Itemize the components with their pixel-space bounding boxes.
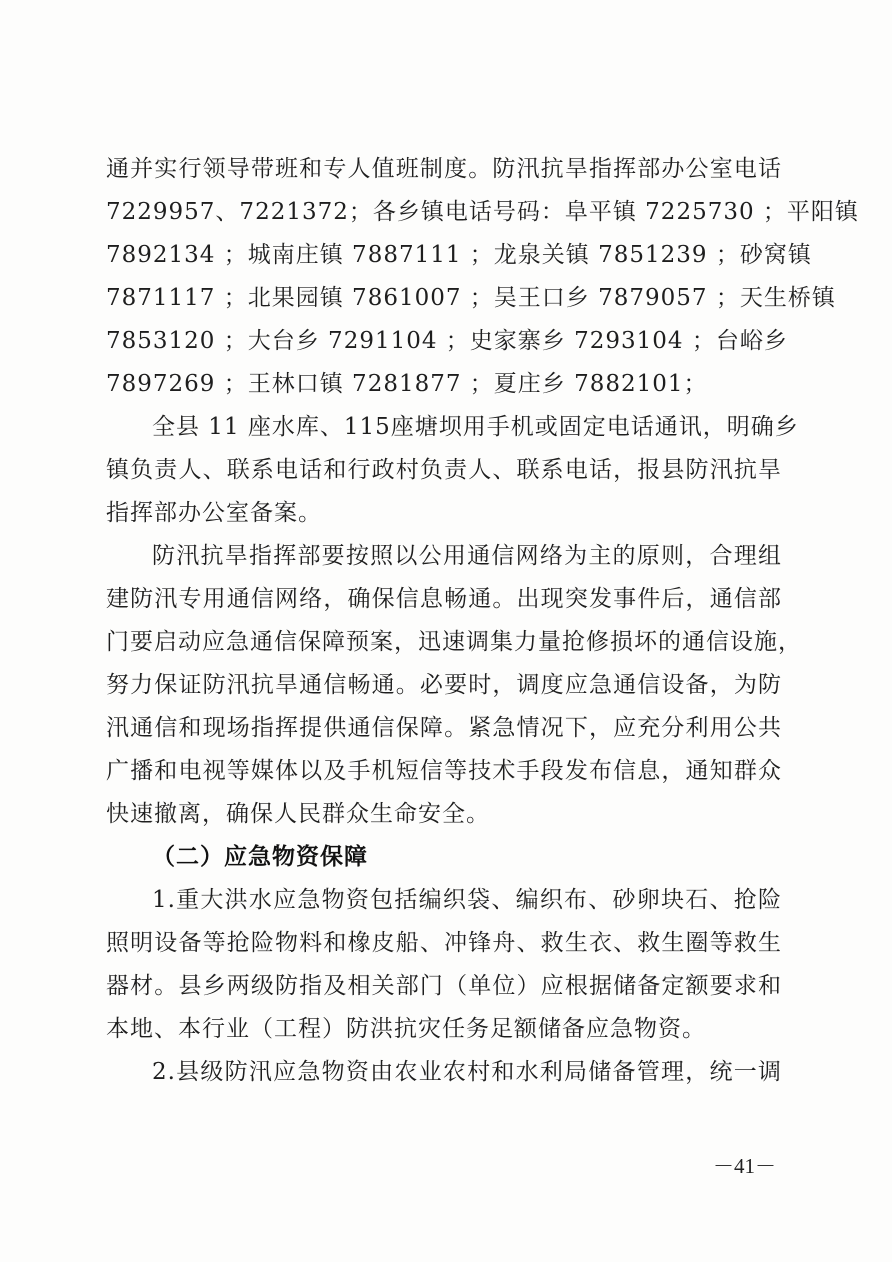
text-line: 门要启动应急通信保障预案，迅速调集力量抢修损坏的通信设施， <box>106 629 802 655</box>
text-line: 防汛抗旱指挥部要按照以公用通信网络为主的原则，合理组 <box>152 543 782 569</box>
paragraph-communication-network <box>106 535 802 836</box>
paragraph-reservoirs <box>106 406 799 535</box>
text-line: 7871117 ；北果园镇 7861007 ；吴王口乡 7879057 ；天生桥镇 <box>106 285 836 311</box>
text-line: 快速撤离，确保人民群众生命安全。 <box>106 801 490 827</box>
text-line: 照明设备等抢险物料和橡皮船、冲锋舟、救生衣、救生圈等救生 <box>106 930 782 956</box>
text-line: 本地、本行业（工程）防洪抗灾任务足额储备应急物资。 <box>106 1016 706 1042</box>
paragraph-emergency-supplies <box>106 879 782 1051</box>
text-line: 1.重大洪水应急物资包括编织袋、编织布、砂卵块石、抢险 <box>152 887 782 913</box>
text-line: 7892134 ；城南庄镇 7887111 ；龙泉关镇 7851239 ；砂窝镇 <box>106 242 812 268</box>
text-line: 2.县级防汛应急物资由农业农村和水利局储备管理，统一调 <box>152 1059 782 1085</box>
text-line: 7853120 ；大台乡 7291104 ；史家寨乡 7293104 ；台峪乡 <box>106 328 788 354</box>
paragraph-duty-phones <box>106 148 859 406</box>
text-line: 汛通信和现场指挥提供通信保障。紧急情况下，应充分利用公共 <box>106 715 782 741</box>
paragraph-county-supplies <box>106 1051 782 1094</box>
text-line: 指挥部办公室备案。 <box>106 500 322 526</box>
text-line: 器材。县乡两级防指及相关部门（单位）应根据储备定额要求和 <box>106 973 782 999</box>
text-line: 广播和电视等媒体以及手机短信等技术手段发布信息，通知群众 <box>106 758 782 784</box>
text-line: 7229957、7221372；各乡镇电话号码：阜平镇 7225730 ；平阳镇 <box>106 199 859 225</box>
text-line: 全县 11 座水库、115座塘坝用手机或固定电话通讯，明确乡 <box>152 414 799 440</box>
text-line: 努力保证防汛抗旱通信畅通。必要时，调度应急通信设备，为防 <box>106 672 782 698</box>
text-line: 通并实行领导带班和专人值班制度。防汛抗旱指挥部办公室电话 <box>106 156 782 182</box>
body-text <box>106 148 859 1094</box>
page-number: －41－ <box>713 1154 776 1178</box>
text-line: 7897269 ；王林口镇 7281877 ；夏庄乡 7882101； <box>106 371 708 397</box>
text-line: 镇负责人、联系电话和行政村负责人、联系电话，报县防汛抗旱 <box>106 457 782 483</box>
section-heading: （二）应急物资保障 <box>152 844 368 870</box>
text-line: 建防汛专用通信网络，确保信息畅通。出现突发事件后，通信部 <box>106 586 782 612</box>
